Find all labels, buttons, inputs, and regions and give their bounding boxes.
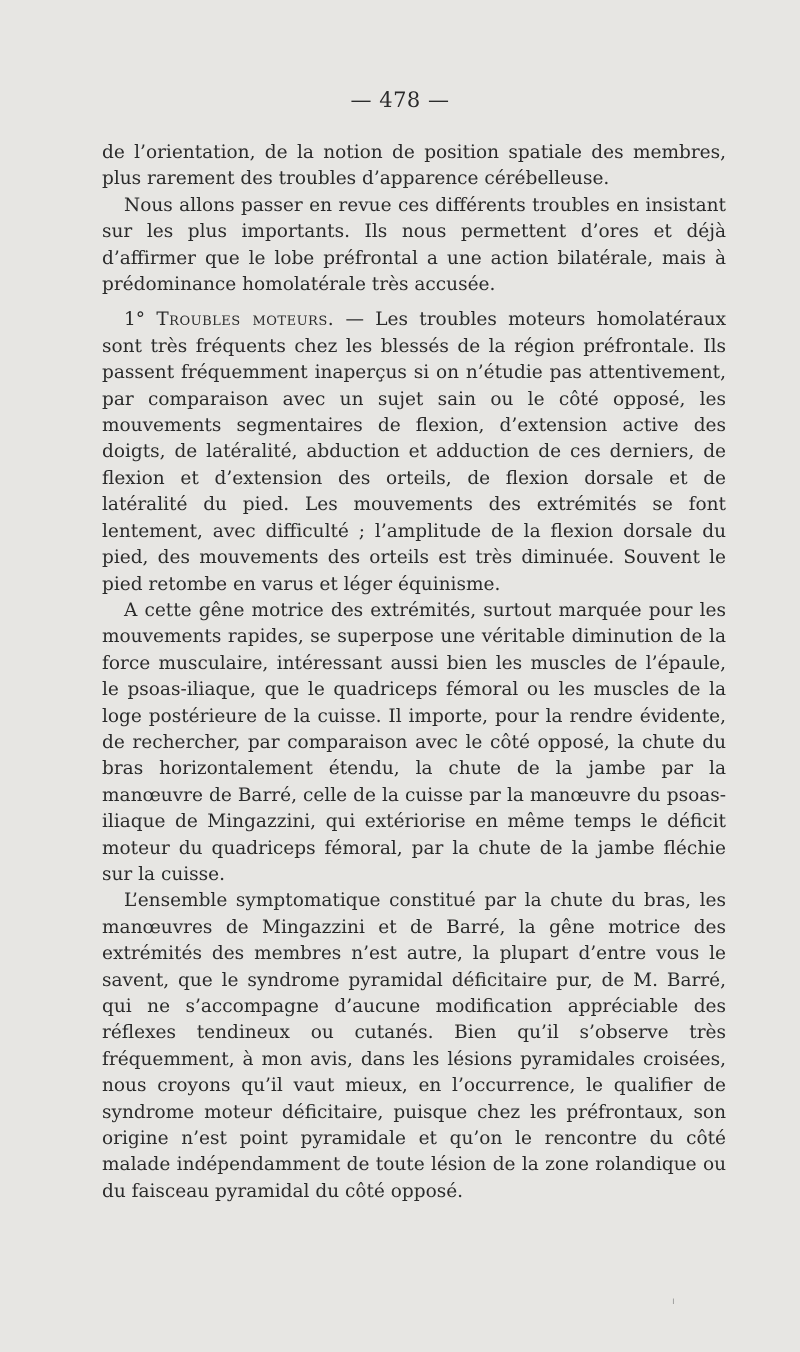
section-title: Troubles moteurs. [156, 309, 335, 331]
page-number: — 478 — [350, 88, 450, 112]
paragraph-muscle-force: A cette gêne motrice des extrémités, surtout marquée pour les mouvements rapides, se superpose une véritable diminution de la force musculaire, intéressant aussi bien les muscles de l’épaule, le psoas-iliaque, que le quadriceps fémoral ou les muscles de la loge postérieure de la cuisse. Il importe, pour la rendre évidente, de rechercher, par comparaison avec le côté opposé, la chute du bras horizontalement étendu, la chute de la jambe par la manœuvre de Barré, celle de la cuisse par la manœuvre du psoas-iliaque de Mingazzini, qui extériorise en même temps le déficit moteur du quadriceps fémoral, par la chute de la jambe fléchie sur la cuisse. [102, 599, 726, 885]
body-text [102, 140, 726, 1205]
paragraph-continuation: de l’orientation, de la notion de position spatiale des membres, plus rarement des troubles d’apparence cérébelleuse. [102, 142, 726, 190]
paragraph-syndrome: L’ensemble symptomatique constitué par la chute du bras, les manœuvres de Mingazzini et de Barré, la gêne motrice des extrémités des membres n’est autre, la plupart d’entre vous le savent, que le syndrome pyramidal déficitaire pur, de M. Barré, qui ne s’accompagne d’aucune modification appréciable des réflexes tendineux ou cutanés. Bien qu’il s’observe très fréquemment, à mon avis, dans les lésions pyramidales croisées, nous croyons qu’il vaut mieux, en l’occurrence, le qualifier de syndrome moteur déficitaire, puisque chez les préfrontaux, son origine n’est point pyramidale et qu’on le rencontre du côté malade indépendamment de toute lésion de la zone rolandique ou du faisceau pyramidal du côté opposé. [102, 890, 726, 1202]
section-paragraph-motor-troubles [102, 307, 726, 597]
corner-mark: ı [672, 1296, 675, 1307]
section-body: Les troubles moteurs homolatéraux sont très fréquents chez les blessés de la région préfrontale. Ils passent fréquemment inaperçus si on n’étudie pas attentivement, par comparaison avec un sujet sain ou le côté opposé, les mouvements segmentaires de flexion, d’extension active des doigts, de latéralité, abduction et adduction de ces derniers, de flexion et d’extension des orteils, de flexion dorsale et de latéralité du pied. Les mouvements des extrémités se font lentement, avec difficulté ; l’amplitude de la flexion dorsale du pied, des mouvements des orteils est très diminuée. Souvent le pied retombe en varus et léger équinisme. [102, 309, 727, 595]
section-number: 1° [124, 309, 146, 331]
paragraph-overview: Nous allons passer en revue ces différents troubles en insistant sur les plus importants. Ils nous permettent d’ores et déjà d’affirmer que le lobe préfrontal a une action bilatérale, mais à prédominance homolatérale très accusée. [102, 194, 726, 296]
section-dash: — [334, 309, 376, 331]
